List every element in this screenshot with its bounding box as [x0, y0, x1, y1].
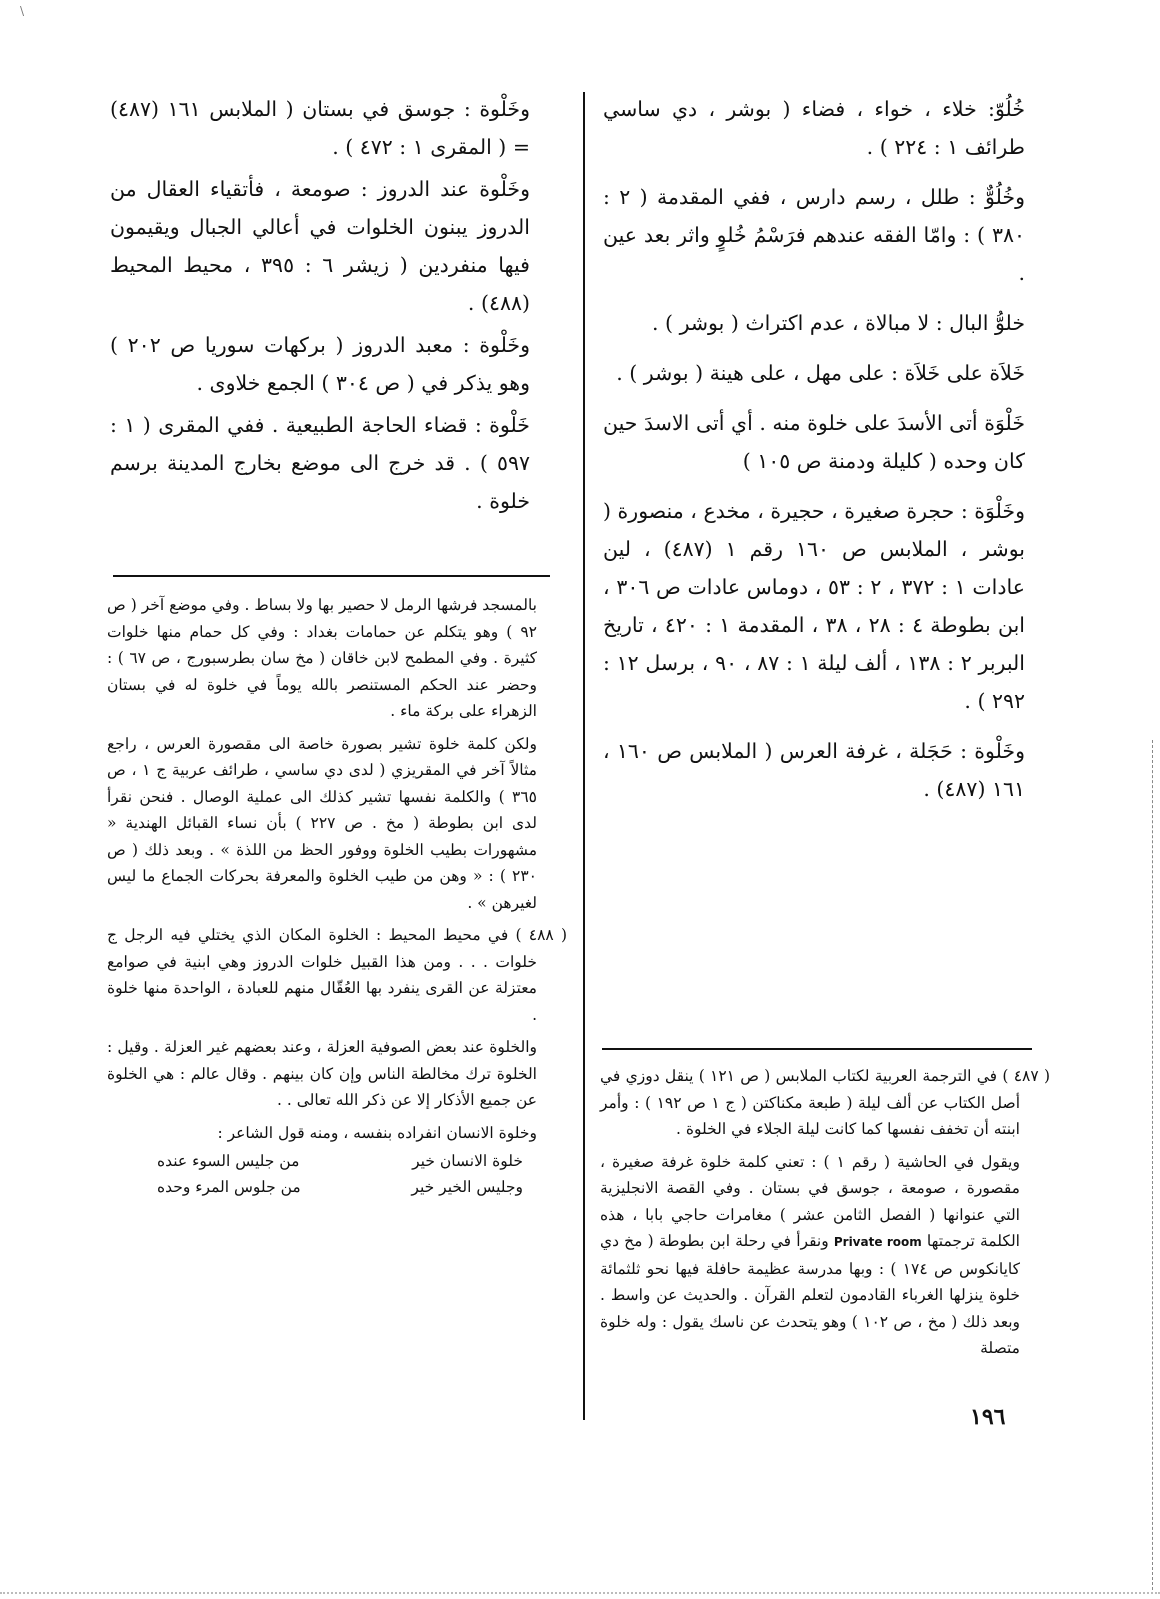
footnote-paragraph: بالمسجد فرشها الرمل لا حصير بها ولا بساط . وفي موضع آخر ( ص ٩٢ ) وهو يتكلم عن حمامات بغداد : وفي كل حمام منها خلوات كثيرة . وفي المطمح لابن خاقان ( مخ سان بطرسبورج ، ص ٦٧ ) : وحضر عند الحكم المستنصر بالله يوماً في خلوة له في بستان الزهراء على بركة ماء .	[107, 596, 538, 720]
verse-first-hemistich: وجليس الخير خير	[411, 1178, 523, 1196]
latin-term: Private room	[833, 1235, 922, 1249]
dictionary-entry: وخَلْوة عند الدروز : صومعة ، فأتقياء العقال من الدروز يبنون الخلوات في أعالي الجبال ويقيمون فيها منفردين ( زيشر ٦ : ٣٩٥ ، محيط المحيط (٤٨٨) .	[110, 177, 530, 315]
dictionary-entry: وخُلُوٌّ : طلل ، رسم دارس ، ففي المقدمة ( ٢ : ٣٨٠ ) : وامّا الفقه عندهم فرَسْمُ خُلوٍ واثر بعد عين .	[603, 185, 1025, 285]
footnote-paragraph	[600, 1063, 1050, 1143]
scan-bottom-edge	[0, 1592, 1160, 1597]
footnote-paragraph	[600, 1149, 1020, 1362]
footnote-text: ونقرأ في رحلة ابن بطوطة ( مخ دي كايانكوس ص ١٧٤ ) : وبها مدرسة عظيمة حافلة فيها نحو ثلثمائة خلوة ينزلها الغرباء القادمون لتعلم القرآن . والحديث عن واسط . وبعد ذلك ( مخ ، ص ١٠٢ ) وهو يتحدث عن ناسك يقول : وله خلوة متصلة	[600, 1232, 1021, 1357]
dictionary-entry: وخَلْوة : معبد الدروز ( بركهات سوريا ص ٢٠٢ ) وهو يذكر في ( ص ٣٠٤ ) الجمع خلاوى .	[110, 333, 531, 395]
footnote-paragraph: والخلوة عند بعض الصوفية العزلة ، وعند بعضهم غير العزلة . وقيل : الخلوة ترك مخالطة الناس وإن كان بينهم . وقال عالم : هي الخلوة عن جميع الأذكار إلا عن ذكر الله تعالى . .	[107, 1038, 537, 1109]
footnote-text: في محيط المحيط : الخلوة المكان الذي يختلي فيه الرجل ج خلوات . . . ومن هذا القبيل خلوات الدروز وهي ابنية في صوامع معتزلة عن القرى ينفرد بها العُقّال منهم للعبادة ، الواحدة منها خلوة .	[107, 926, 537, 1024]
footnote-rule-right	[602, 1048, 1032, 1050]
scan-mark-icon: \	[20, 4, 25, 18]
footnote-paragraph	[107, 922, 568, 1028]
footnote-paragraph: وخلوة الانسان انفراده بنفسه ، ومنه قول الشاعر :	[217, 1123, 537, 1142]
footnote-rule-left	[113, 575, 550, 577]
poem-verse	[107, 1148, 537, 1174]
footnote-487	[600, 1063, 1050, 1368]
verse-second-hemistich: من جليس السوء عنده	[157, 1152, 300, 1170]
verse-first-hemistich: خلوة الانسان خير	[412, 1152, 523, 1170]
dictionary-entry: خَلاَة على خَلاَة : على مهل ، على هينة ( بوشر ) .	[616, 361, 1025, 385]
footnote-text: في الترجمة العربية لكتاب الملابس ( ص ١٢١ ) ينقل دوزي في أصل الكتاب عن ألف ليلة ( طبعة مكناكتن ( ج ١ ص ١٩٢ ) : وأمر ابنته أن تخفف نفسها كما كانت ليلة الجلاء في الخلوة .	[600, 1067, 1021, 1138]
poem-verse	[107, 1174, 537, 1200]
footnote-text: ويقول في الحاشية ( رقم ١ ) : تعني كلمة خلوة غرفة صغيرة ، مقصورة ، صومعة ، جوسق في بستان . وفي القصة الانجليزية التي عنوانها ( الفصل الثامن عشر ) مغامرات حاجي بابا ، هذه الكلمة ترجمتها	[600, 1152, 1020, 1250]
left-column	[110, 90, 530, 524]
footnote-marker: ( ٤٨٧ )	[1002, 1067, 1050, 1085]
right-column	[603, 90, 1025, 820]
footnote-continuation	[107, 592, 568, 1200]
dictionary-entry: وخَلْوة : جوسق في بستان ( الملابس ١٦١ (٤٨٧) = ( المقرى ١ : ٤٧٢ ) .	[110, 97, 531, 159]
dictionary-entry: خَلْوَة أتى الأسدَ على خلوة منه . أي أتى الاسدَ حين كان وحده ( كليلة ودمنة ص ١٠٥ )	[603, 411, 1025, 473]
verse-second-hemistich: من جلوس المرء وحده	[157, 1178, 301, 1196]
footnote-paragraph: ولكن كلمة خلوة تشير بصورة خاصة الى مقصورة العرس ، راجع مثالاً آخر في المقريزي ( لدى دي ساسي ، طرائف عربية ج ١ ، ص ٣٦٥ ) والكلمة نفسها تشير كذلك الى عملية الوصال . فنحن نقرأ لدى ابن بطوطة ( مخ . ص ٢٢٧ ) بأن نساء القبائل الهندية « مشهورات بطيب الخلوة ووفور الحظ من اللذة » . وبعد ذلك ( ص ٢٣٠ ) : « وهن من طيب الخلوة والمعرفة بحركات الجماع ما ليس لغيرهن » .	[107, 734, 537, 912]
footnote-marker: ( ٤٨٨ )	[515, 926, 568, 944]
dictionary-entry: خلوُّ البال : لا مبالاة ، عدم اكتراث ( بوشر ) .	[652, 311, 1025, 335]
dictionary-entry: خُلُوّ: خلاء ، خواء ، فضاء ( بوشر ، دي ساسي طرائف ١ : ٢٢٤ ) .	[603, 97, 1025, 159]
dictionary-entry: وخَلْوة : حَجَلة ، غرفة العرس ( الملابس ص ١٦٠ ، ١٦١ (٤٨٧) .	[603, 739, 1025, 801]
scan-edge-line	[1152, 740, 1154, 1590]
dictionary-entry: خَلْوة : قضاء الحاجة الطبيعية . ففي المقرى ( ١ : ٥٩٧ ) . قد خرج الى موضع بخارج المدينة برسم خلوة .	[110, 413, 530, 513]
column-divider	[583, 92, 585, 1420]
page-number: ١٩٦	[970, 1404, 1006, 1430]
dictionary-entry: وخَلْوَة : حجرة صغيرة ، حجيرة ، مخدع ، منصورة ( بوشر ، الملابس ص ١٦٠ رقم ١ (٤٨٧) ، لين عادات ١ : ٣٧٢ ، ٢ : ٥٣ ، دوماس عادات ص ٣٠٦ ، ابن بطوطة ٤ : ٢٨ ، ٣٨ ، المقدمة ١ : ٤٢٠ ، تاريخ البربر ٢ : ١٣٨ ، ألف ليلة ١ : ٨٧ ، ٩٠ ، برسل ١٢ : ٢٩٢ ) .	[603, 499, 1026, 713]
